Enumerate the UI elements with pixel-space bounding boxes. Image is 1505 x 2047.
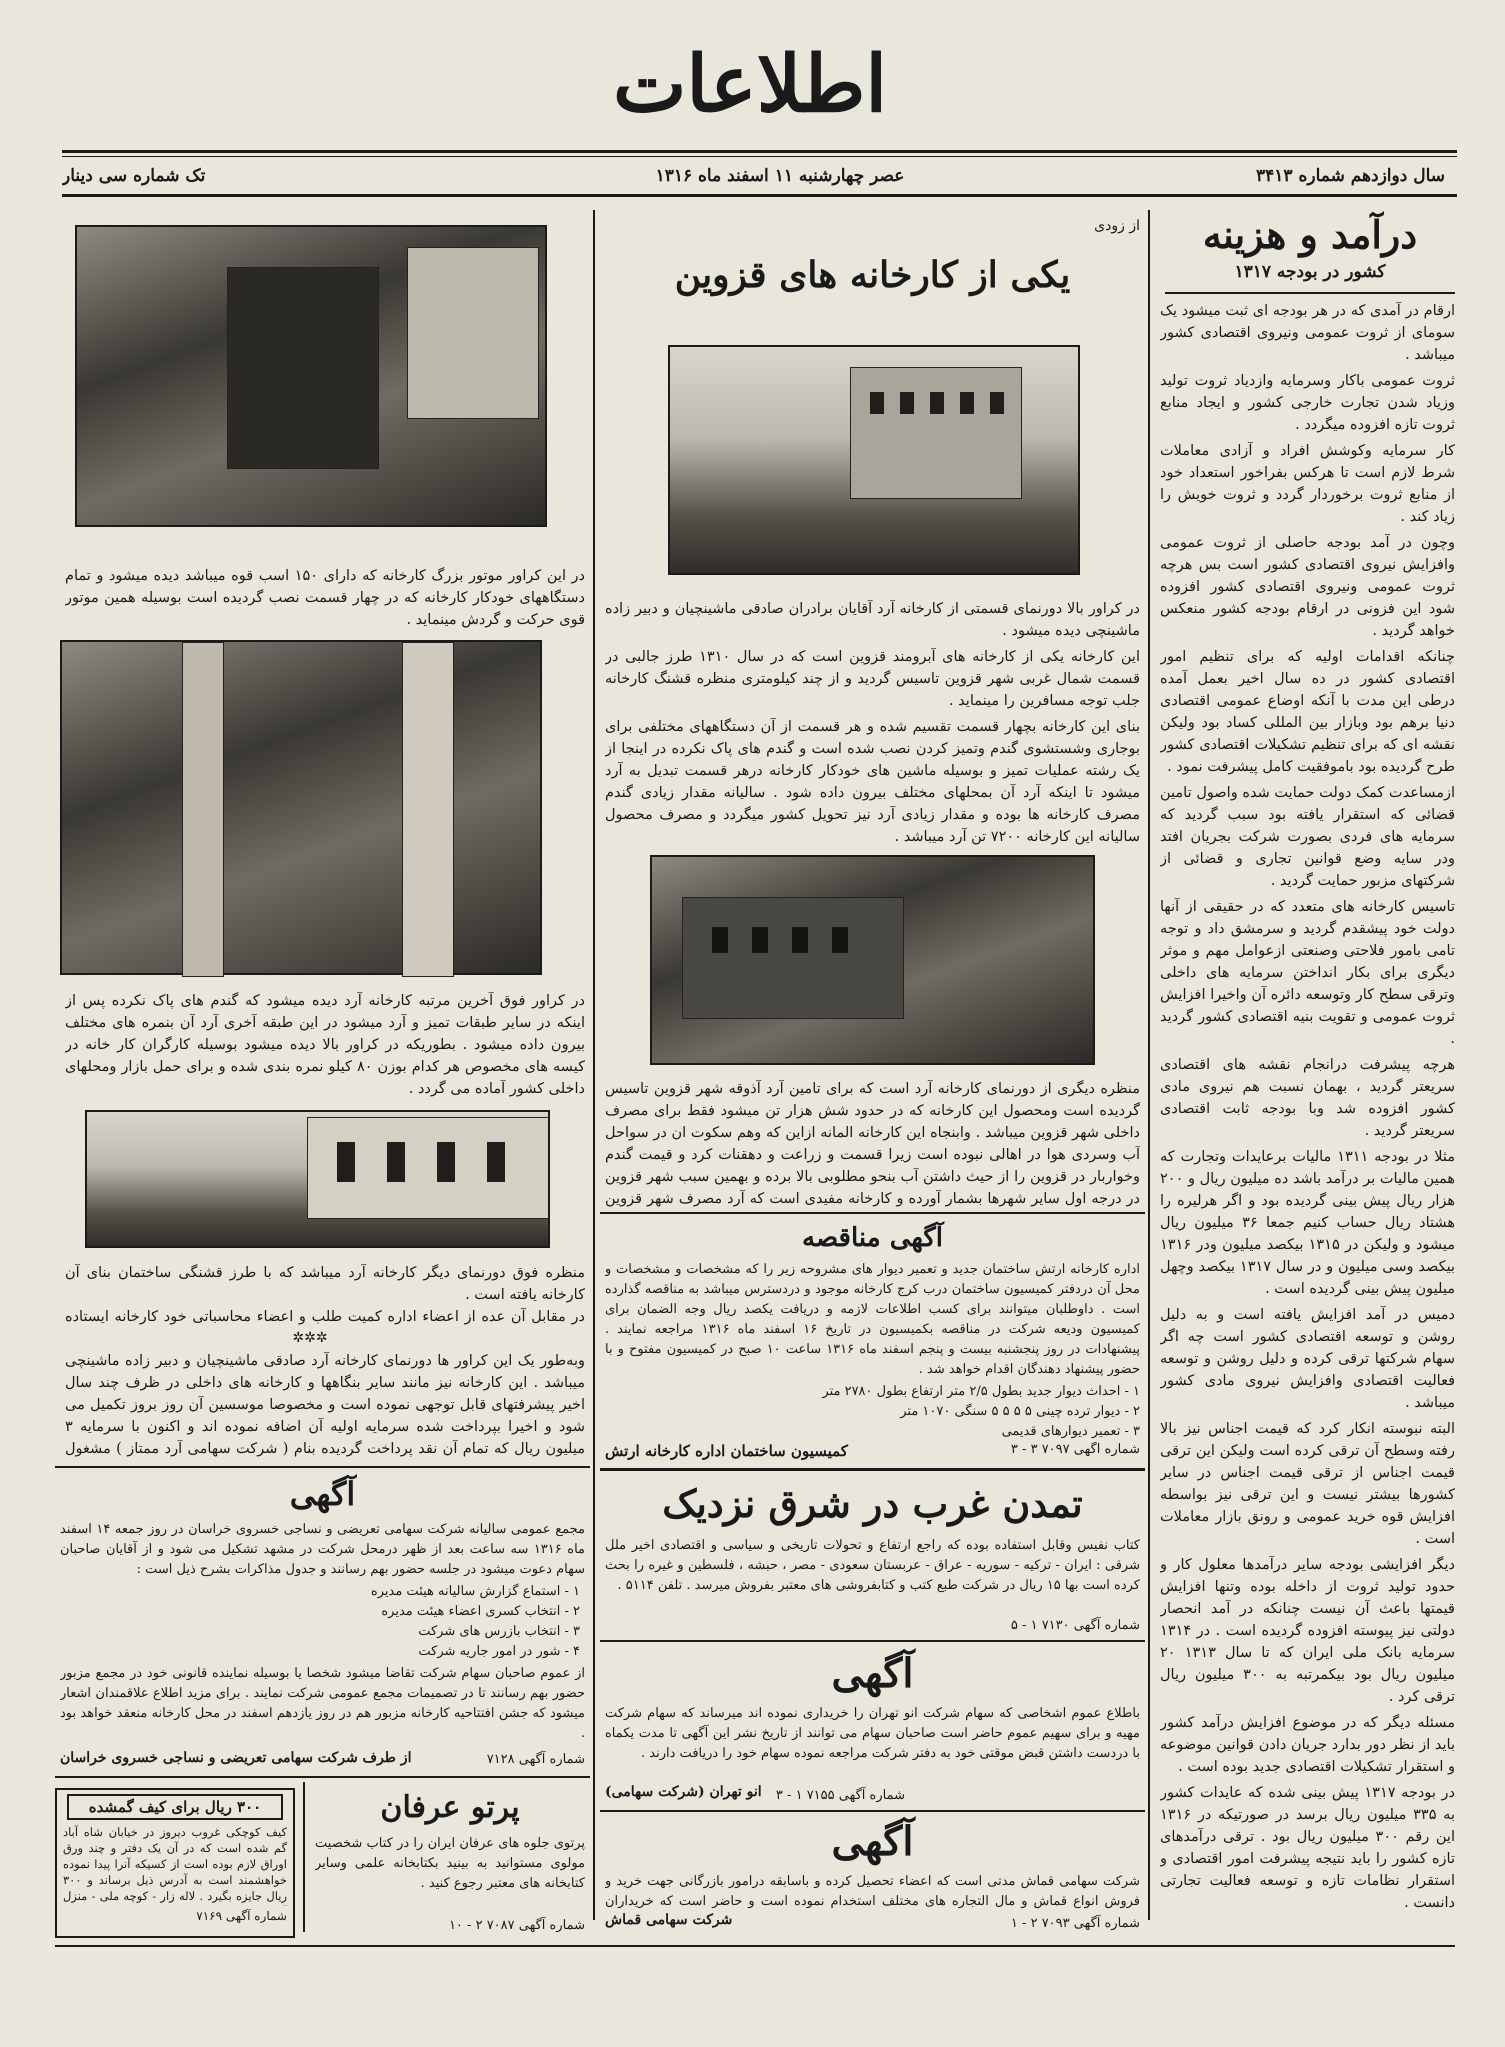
photo-factory-staff (85, 1110, 550, 1248)
book-body: کتاب نفیس وقابل استفاده بوده که راجع ارتفاع و تحولات تاریخی و سیاسی و اقتصادی اخیر ملل شرقی : ایران - ترکیه - سوریه - عراق - عربستان سعودی - مصر ، حبشه ، فلسطین و غیره را بحث کرده است بها ۱۵ ریال در شرکت طبع کتب و کتابفروشی های معتبر بفروش میرسد . تلفن ۵۱۱۴ . (605, 1538, 1140, 1593)
photo-building (850, 367, 1022, 499)
notice-center-1-signature: انو تهران (شرکت سهامی) (605, 1784, 762, 1800)
photo-window (960, 392, 974, 414)
left-caption-2: در کراور فوق آخرین مرتبه کارخانه آرد دیده میشود که گندم های پاک نکرده پس از اینکه در سایر طبقات تمیز و آرد میشود در این طبقه آخری آرد آن بنمره های مختلف بیرون داده میشود . بطوریکه در کراور بالا دیده میشود بوسیله کارگران کار خانه در کیسه های مخصوص هر کدام بوزن ۸۰ کیلو نمره بندی شده و برای حمل بازار ومحلهای داخلی کشور آماده می گردد . (65, 993, 585, 1097)
right-paragraph: دیگر افزایشی بودجه سایر درآمدها معلول کار و حدود تولید ثروت از داخله بوده وتنها افزایش قیمتها باعث آن نیست چنانکه در آمد انحصار دولتی نیز پیوسته افزوده گردیده است . در ۱۳۱۴ سرمایه بانک ملی ایران که تا سال ۱۳۱۳ ۲۰ میلیون ریال بود بیکمرتبه به ۳۰۰ میلیون ریال ترقی کرد . (1160, 1557, 1455, 1705)
center-rule-3 (600, 1640, 1145, 1642)
photo-window (930, 392, 944, 414)
notice-left-item: ۴ - شور در امور جاریه شرکت (418, 1644, 580, 1659)
right-paragraph: تاسیس کارخانه های متعدد که در حقیقی از آنها دولت خود پیشقدم گردید و سرمشق داد و توجه تامی بامور فلاحتی وصنعتی ازعوامل مهم و موثر دیگری برای بکار انداختن سرمایه های داخلی وترقی سطح کار وتوسعه دائره آن واخیرا افزایش ثروت عمومی و تقویت بنیه اقتصادی کشور گردید . (1160, 899, 1455, 1047)
dateline-price: تک شماره سی دینار (62, 166, 206, 186)
notice-center-2-signature: شرکت سهامی قماش (605, 1912, 733, 1928)
center-rule-2 (600, 1468, 1145, 1471)
tender-signature: کمیسیون ساختمان اداره کارخانه ارتش (605, 1442, 848, 1460)
center-caption-2: منظره دیگری از دورنمای کارخانه آرد است که برای تامین آرد آذوقه شهر قزوین تاسیس گردیده است ومحصول این کارخانه که در حدود شش هزار تن میشود فقط برای مصرف داخلی شهر قزوین میباشد . وابنجاه این کارخانه المانه ازاین که وهم سکوت ان در سواحل آب وسردی هوا در اهالی نبوده است زیرا قسمت و زراعت و دهقنات کرد و قیمت گندم وخواربار در قزوین را از حیث داشتن آب بنحو مطلوبی بالا برده و بهمین سبب شهر قزوین در درجه اول سایر شهرها بشمار آورده و کارخانه مفیدی است که آرد مصرف شهر قزوین (605, 1081, 1140, 1207)
photo-window (792, 927, 808, 953)
photo-column (182, 642, 224, 977)
ornament: ✲✲✲ (292, 1330, 328, 1346)
tender-title: آگهی مناقصه (802, 1223, 943, 1253)
center-rule-1 (600, 1212, 1145, 1214)
photo-window (437, 1142, 455, 1182)
notice-left-footer: از عموم صاحبان سهام شرکت تقاضا میشود شخصا یا بوسیله نماینده قانونی خود در مجمع مزبور حضور بهم رسانند تا در تصمیمات مجمع عمومی شرکت نمایند . برای مزید اطلاع علاقمندان اشعار میشود که جشن افتتاحیه کارخانه مزبور هم در روز یازدهم اسفند در محل کارخانه منعقد خواهد بود . (60, 1666, 585, 1741)
right-head-rule (1165, 292, 1455, 294)
right-paragraph: در بودجه ۱۳۱۷ پیش بینی شده که عایدات کشور به ۳۳۵ میلیون ریال برسد در صورتیکه در ۱۳۱۶ این رقم ۳۰۰ میلیون ریال بود . ترقی درآمدهای تازه کشور را باید نتیجه پیشرفت امور اقتصادی و استقرار نظامات تازه و توسعه فعالیت تجارتی دانست . (1160, 1785, 1455, 1911)
center-kicker: از زودی (1094, 218, 1140, 234)
right-headline: درآمد و هزینه (1202, 212, 1418, 257)
photo-window (487, 1142, 505, 1182)
lost-body: کیف کوچکی غروب دیروز در خیابان شاه آباد گم شده است که در آن یک دفتر و چند ورق اوراق لازم بوده است از کسیکه آنرا پیدا نموده خواهشمند است به آدرس ذیل برساند و ۳۰۰ ریال جایزه بگیرد . لاله زار - کوچه ملی - منزل (63, 1825, 287, 1903)
right-paragraph: ازمساعدت کمک دولت حمایت شده واصول تامین قضائی که استقرار یافته بود سبب گردید که سرمایه های فردی بصورت شرکت بجریان افتد ودر سایه وضع قوانین تجاری و قضائی از شرکتهای مزبور حمایت گردید . (1160, 785, 1455, 889)
dateline-issue: سال دوازدهم شماره ۳۴۱۳ (1256, 166, 1445, 186)
right-paragraph: دمیس در آمد افزایش یافته است و به دلیل روشن و توسعه اقتصادی کشور است چه اگر سهام شرکتها ترقی کرده و دلیل روشن و توسعه فعالیت اقتصادی وافزایش نیروی مادی کشور میباشد . (1160, 1307, 1455, 1411)
center-paragraph: در کراور بالا دورنمای قسمتی از کارخانه آرد آقایان برادران صادقی ماشینچیان و دبیر زاده ماشینچی دیده میشود . (605, 601, 1140, 639)
notice-center-1-body: باطلاع عموم اشخاصی که سهام شرکت انو تهران را خریداری نموده اند میرساند که سهام شرکت مهیه و برای سهیم عموم حاضر است صاحبان سهام می توانند از تاریخ نشر این آگهی تا مدت یکماه با دردست داشتن قبض موقتی خود به دفتر شرکت مراجعه نموده سهام خود را دریافت دارند . (605, 1706, 1140, 1761)
left-caption-3: منظره فوق دورنمای دیگر کارخانه آرد میباشد که با طرز قشنگی ساختمان بنای آن کارخانه یافته است . (65, 1265, 585, 1303)
parto-title: پرتو عرفان (380, 1790, 520, 1825)
book-title: تمدن غرب در شرق نزدیک (662, 1481, 1083, 1526)
notice-left-ad-number: شماره آگهی ۷۱۲۸ (486, 1752, 585, 1767)
lost-wallet-box (55, 1788, 295, 1938)
notice-left-item: ۳ - انتخاب بازرس های شرکت (418, 1624, 580, 1639)
tender-item: ۲ - دیوار ترده چینی ۵ ۵ ۵ ۵ سنگی ۱۰۷۰ متر (900, 1404, 1140, 1419)
notice-center-1-title: آگهی (831, 1650, 914, 1697)
photo-building (682, 897, 904, 1019)
notice-left-title: آگهی (289, 1475, 356, 1513)
right-paragraph: وچون در آمد بودجه حاصلی از ثروت عمومی وافزایش نیروی اقتصادی کشور است بس هرچه ثروت عمومی ونیروی اقتصادی کشور افزوده شود این فزونی در ارقام بودجه کشور منعکس خواهد گردید . (1160, 535, 1455, 639)
tender-ad-number: شماره آگهی ۷۰۹۷ ۳ - ۳ (1010, 1442, 1140, 1457)
left-paragraph: وبه‌طور یک این کراور ها دورنمای کارخانه آرد صادقی ماشینچیان و دبیر زاده ماشینچی میباشد . این کارخانه نیز مانند سایر بنگاهها و کارخانه های داخلی در ظرف چند سال اخیر پیشرفتهای قابل توجهی نموده است و مخصوصا موسسین آن روز بروز تکمیل می شود و اخیرا بپرداخت شده سرمایه اولیه آن اضافه نموده اند و اکنون با سرمایه ۳ میلیون ریال که تمام آن نقد پرداخت گردیده بنام ( شرکت سهامی آرد ممتاز ) مشغول (65, 1353, 585, 1457)
photo-engine-room (75, 225, 547, 527)
top-rule-2 (62, 156, 1457, 157)
notice-center-2-title: آگهی (831, 1818, 914, 1865)
parto-body: پرتوی جلوه های عرفان ایران را در کتاب شخصیت مولوی مستوانید به بینید بکتابخانه علمی وسایر کتابخانه های معتبر رجوع کنید . (315, 1836, 585, 1891)
notice-left-signature: از طرف شرکت سهامی تعریضی و نساجی خسروی خراسان (60, 1750, 412, 1766)
notice-left-item: ۲ - انتخاب کسری اعضاء هیئت مدیره (381, 1604, 580, 1619)
notice-left-item: ۱ - استماع گزارش سالیانه هیئت مدیره (370, 1584, 580, 1599)
left-caption-3b: در مقابل آن عده از اعضاء اداره کمیت طلب و اعضاء محاسباتی خود کارخانه ایستاده (65, 1309, 585, 1325)
photo-window (337, 1142, 355, 1182)
book-ad-number: شماره آگهی ۷۱۳۰ ۱ - ۵ (1010, 1618, 1140, 1633)
right-paragraph: هرچه پیشرفت درانجام نقشه های اقتصادی سریعتر گردید ، بهمان نسبت هم نیروی مادی کشور افزوده شد وبا بودجه ثابت اقتصادی سریعتر گردید . (1160, 1057, 1455, 1139)
center-paragraph: بنای این کارخانه بچهار قسمت تقسیم شده و هر قسمت از آن دستگاههای مختلفی برای بوجاری وشستشوی گندم وتمیز کردن نصب شده است و گندم های پاک نکرده در اینجا از یک رشته عملیات تمیز و بوسیله ماشین های خودکار کارخانه درهر قسمت تبدیل به آرد میشود تا اینکه آرد آن بمحلهای مختلف بیرون داده شود . سالیانه مقدار زیادی گندم مصرف کارخانه ها بوده و مقدار زیادی آرد نیز تحویل کشور میگردد و مصرف محصول سالیانه این کارخانه ۷۲۰۰ تن آرد میباشد . (605, 719, 1140, 845)
photo-factory-exterior-1 (668, 345, 1080, 575)
lost-ad-number: شماره آگهی ۷۱۶۹ (196, 1909, 287, 1923)
photo-window (990, 392, 1004, 414)
right-paragraph: البته نبوسته انکار کرد که قیمت اجناس نیز بالا رفته وسطح آن ترقی کرده است ولیکن این ترقی قیمت اجناس از ترقی قیمت اجناس در سایر کشورها بیشتر نیست و این ترقی نیز بواسطه افزایش قوه خرید عمومی و رونق بازار معاملات است . (1160, 1421, 1455, 1547)
right-paragraph: چنانکه اقدامات اولیه که برای تنظیم امور اقتصادی کشور در ده سال اخیر بعمل آمده درطی این مدت با آنکه اوضاع عمومی اقتصادی دنیا برهم بود وبازار بین المللی کساد بود ولیکن نقشه ای که برای تنظیم تشکیلات اقتصادی کشور طرح گردیده بود باموفقیت کامل پیشرفت نمود . (1160, 649, 1455, 775)
center-article-1 (605, 598, 1140, 853)
right-subhead: کشور در بودجه ۱۳۱۷ (1234, 262, 1386, 282)
dateline-rule (62, 194, 1457, 197)
masthead-title: اطلاعات (612, 39, 888, 130)
notice-center-2-body: شرکت سهامی قماش مدتی است که اعضاء تحصیل کرده و باسابقه درامور بازرگانی جهت خرید و فروش انواع قماش و مال التجاره های مختلف استخدام نموده است و حاضر است که خریداران (605, 1874, 1140, 1909)
photo-window (752, 927, 768, 953)
photo-factory-exterior-2 (650, 855, 1095, 1065)
center-rule-4 (600, 1810, 1145, 1812)
left-rule-2 (55, 1776, 590, 1778)
tender-item: ۱ - احداث دیوار جدید بطول ۲/۵ متر ارتفاع بطول ۲۷۸۰ متر (822, 1384, 1140, 1399)
column-rule-right (1148, 210, 1150, 1920)
right-paragraph (1160, 1918, 1455, 1920)
column-rule-left (593, 210, 595, 1920)
right-paragraph: ثروت عمومی باکار وسرمایه وازدیاد ثروت تولید وزیاد شدن تجارت خارجی کشور و ایجاد منابع ثروت تازه افزوده میگردد . (1160, 373, 1455, 433)
tender-body: اداره کارخانه ارتش ساختمان جدید و تعمیر دیوار های مشروحه زیر را که مشخصات و مشخصات و محل آن دردفتر کمیسیون ساختمان درب کرج کارخانه موجود و دردسترس میباشد به مناقصه گذارده است . داوطلبان میتوانند برای کسب اطلاعات لازمه و دریافت یکصد ریال وجه الضمان برای کمیسیون ودیعه شرکت در مناقصه بکمیسیون در تاریخ ۱۶ اسفند ماه ۱۳۱۶ مراجعه نمایند . پیشنهادات در روز پنجشنبه بیست و پنجم اسفند ماه ۱۳۱۶ ساعت ۱۰ صبح در کمیسیون مفتوح و با حضور پیشنهاد دهندگان اقدام خواهد شد . (605, 1262, 1140, 1377)
center-headline: یکی از کارخانه های قزوین (674, 254, 1071, 296)
photo-wall (407, 247, 539, 419)
right-paragraph: مسئله دیگر که در موضوع افزایش درآمد کشور باید از نظر دور بدارد جریان دادن قوانین موضوعه و استقرار تشکیلات اقتصادی جدید بوده است . (1160, 1715, 1455, 1775)
right-article (1160, 300, 1455, 1920)
bottom-rule (55, 1945, 1455, 1947)
left-rule-3 (303, 1782, 305, 1932)
notice-center-1-ad-number: شماره آگهی ۷۱۵۵ ۱ - ۳ (775, 1788, 905, 1803)
dateline-date: عصر چهارشنبه ۱۱ اسفند ماه ۱۳۱۶ (655, 166, 905, 186)
parto-ad-number: شماره آگهی ۷۰۸۷ ۲ - ۱۰ (448, 1918, 585, 1933)
notice-center-2-ad-number: شماره آگهی ۷۰۹۳ ۲ - ۱ (1010, 1916, 1140, 1931)
photo-mill-floor (60, 640, 542, 975)
top-rule-1 (62, 150, 1457, 153)
photo-window (832, 927, 848, 953)
right-paragraph: ارقام در آمدی که در هر بودجه ای ثبت میشود یک سومای از ثروت عمومی ونیروی اقتصادی کشور میباشد . (1160, 303, 1455, 363)
center-paragraph: این کارخانه یکی از کارخانه های آبرومند قزوین است که در سال ۱۳۱۰ طرز جالبی در قسمت شمال غربی شهر قزوین تاسیس گردید و از چند کیلومتری منظره قشنگ کارخانه جلب توجه مسافرین را مینماید . (605, 649, 1140, 709)
photo-machine (227, 267, 379, 469)
photo-window (900, 392, 914, 414)
photo-window (870, 392, 884, 414)
lost-title: ۳۰۰ ریال برای کیف گمشده (67, 1794, 283, 1820)
photo-window (712, 927, 728, 953)
photo-window (387, 1142, 405, 1182)
tender-item: ۳ - تعمیر دیوارهای قدیمی (1001, 1424, 1140, 1439)
notice-left-body: مجمع عمومی سالیانه شرکت سهامی تعریضی و نساجی خسروی خراسان در روز جمعه ۱۴ اسفند ماه ۱۳۱۶ سه ساعت بعد از ظهر درمحل شرکت در مشهد تشکیل می شود و از آقایان صاحبان سهام دعوت میشود در جلسه حضور بهم رسانند و جدول مذاکرات بشرح ذیل است : (60, 1522, 585, 1577)
photo-column (402, 642, 454, 977)
right-paragraph: کار سرمایه وکوشش افراد و آزادی معاملات شرط لازم است تا هرکس بفراخور استعداد خود از منابع ثروت برخوردار گردد و ثروت خویش را زیاد کند . (1160, 443, 1455, 525)
left-rule-1 (55, 1466, 590, 1468)
right-paragraph: مثلا در بودجه ۱۳۱۱ مالیات برعایدات وتجارت که همین مالیات بر درآمد باشد ده میلیون ریال و ۲۰۰ هزار ریال پیش بینی گردیده بود و اگر هرلیره را هشتاد ریال حساب کنیم جمعا ۳۶ میلیون ریال میشود و ولیکن در ۱۳۱۵ بیکصد میلیون ودر ۱۳۱۶ بیکصد وسی میلیون و در سال ۱۳۱۷ بیکصد وچهل میلیون پیش بینی گردیده است . (1160, 1149, 1455, 1297)
left-caption-1: در این کراور موتور بزرگ کارخانه که دارای ۱۵۰ اسب قوه میباشد دیده میشود و تمام دستگاههای خودکار کارخانه که در چهار قسمت نصب گردیده است بوسیله همین موتور قوی حرکت و گردش مینماید . (65, 568, 585, 628)
